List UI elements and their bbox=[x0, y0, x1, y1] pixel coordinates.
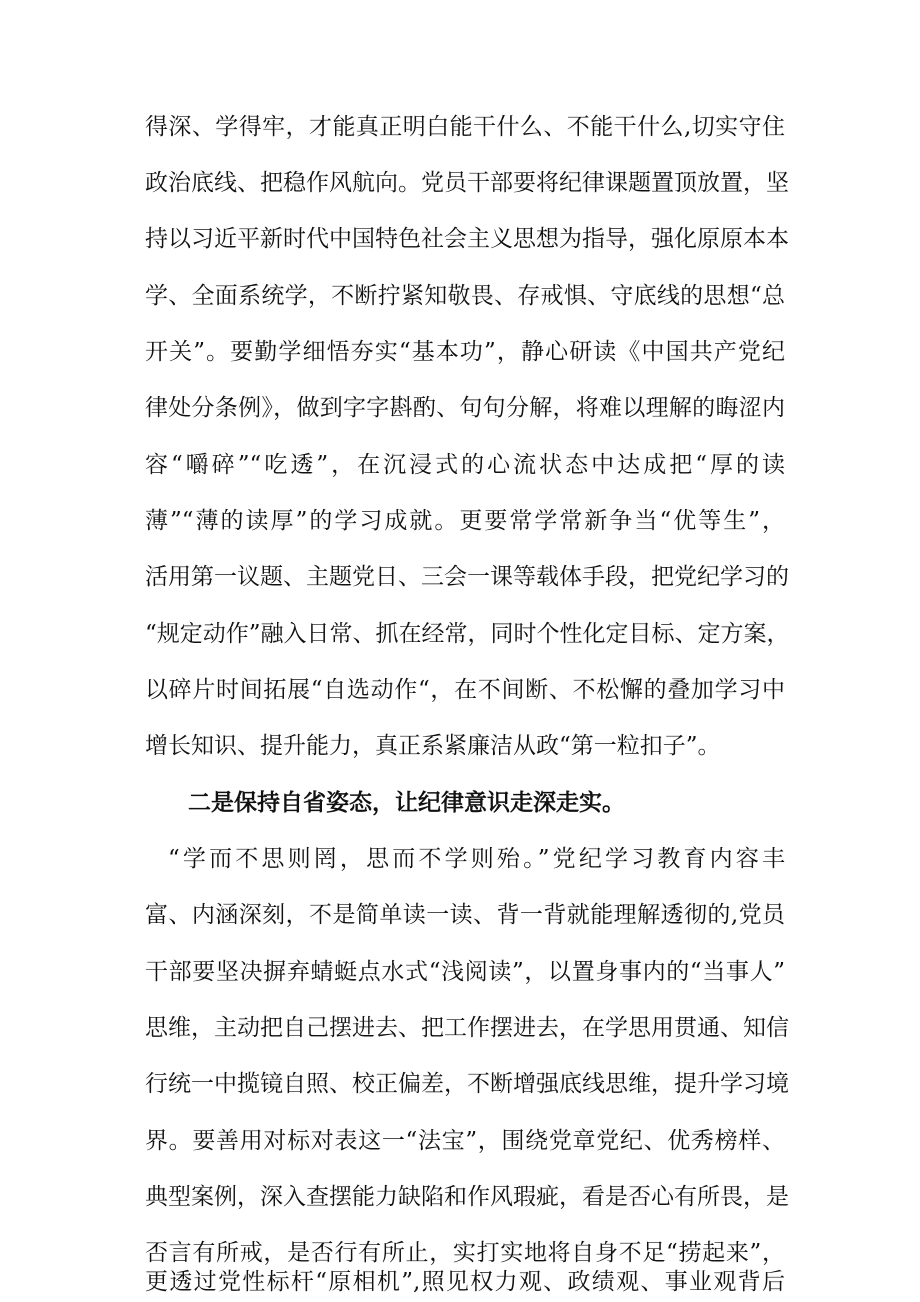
paragraph-line: 以碎片时间拓展“自选动作“，在不间断、不松懈的叠加学习中 bbox=[145, 677, 785, 703]
paragraph-line: 开关”。要勤学细悟夯实“基本功”，静心研读《中国共产党纪 bbox=[145, 339, 785, 365]
paragraph-line: 界。要善用对标对表这一“法宝”，围绕党章党纪、优秀榜样、 bbox=[145, 1128, 785, 1154]
paragraph-line: 学、全面系统学，不断拧紧知敬畏、存戒惧、守底线的思想“总 bbox=[145, 283, 785, 309]
paragraph-line: 持以习近平新时代中国特色社会主义思想为指导，强化原原本本 bbox=[145, 226, 789, 252]
paragraph-line: 律处分条例》，做到字字斟酌、句句分解，将难以理解的晦涩内 bbox=[145, 395, 785, 421]
paragraph-line: 干部要坚决摒弃蜻蜓点水式“浅阅读”，以置身事内的“当事人” bbox=[145, 959, 785, 985]
paragraph-line: 思维，主动把自己摆进去、把工作摆进去，在学思用贯通、知信 bbox=[145, 1015, 789, 1041]
paragraph-line: 活用第一议题、主题党日、三会一课等载体手段，把党纪学习的 bbox=[145, 564, 789, 590]
paragraph-line: 增长知识、提升能力，真正系紧廉洁从政“第一粒扣子”。 bbox=[145, 733, 721, 759]
section-heading: 二是保持自省姿态，让纪律意识走深走实。 bbox=[188, 790, 625, 816]
paragraph-line: “学而不思则罔，思而不学则殆。”党纪学习教育内容丰 bbox=[168, 846, 785, 872]
paragraph-line: 富、内涵深刻，不是简单读一读、背一背就能理解透彻的,党员 bbox=[145, 902, 785, 928]
paragraph-line: 典型案例，深入查摆能力缺陷和作风瑕疵，看是否心有所畏，是 bbox=[145, 1184, 789, 1210]
paragraph-line: 容“嚼碎”“吃透”，在沉浸式的心流状态中达成把“厚的读 bbox=[145, 452, 785, 478]
paragraph-line: 得深、学得牢，才能真正明白能干什么、不能干什么,切实守住 bbox=[145, 114, 785, 140]
paragraph-line: 行统一中揽镜自照、校正偏差，不断增强底线思维，提升学习境 bbox=[145, 1071, 789, 1097]
paragraph-line: 更透过党性标杆“原相机”,照见权力观、政绩观、事业观背后 bbox=[145, 1269, 785, 1295]
paragraph-line: 薄”“薄的读厚”的学习成就。更要常学常新争当“优等生”， bbox=[145, 508, 785, 534]
paragraph-line: 政治底线、把稳作风航向。党员干部要将纪律课题置顶放置，坚 bbox=[145, 170, 789, 196]
paragraph-line: “规定动作”融入日常、抓在经常，同时个性化定目标、定方案， bbox=[145, 621, 790, 647]
paragraph-line: 否言有所戒，是否行有所止，实打实地将自身不足“捞起来”， bbox=[145, 1240, 785, 1266]
